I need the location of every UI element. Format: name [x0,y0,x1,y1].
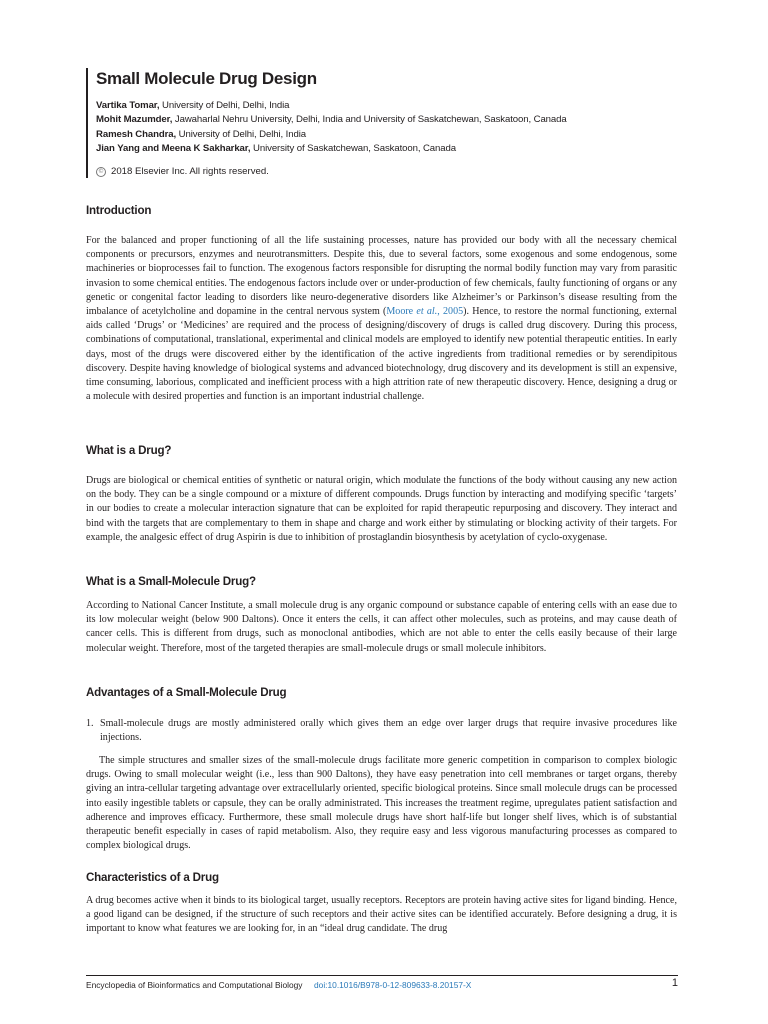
author-affiliation: University of Saskatchewan, Saskatoon, Canada [250,142,456,154]
author-name: Jian Yang and Meena K Sakharkar, [96,142,251,154]
doi-link[interactable]: doi:10.1016/B978-0-12-809633-8.20157-X [314,980,472,990]
author-affiliation: University of Delhi, Delhi, India [159,100,290,111]
drug-paragraph: Drugs are biological or chemical entities of synthetic or natural origin, which modulate the functions of the body without causing any new action on the body. They can be a single compound or a mixture of different compounds. Drugs function by interacting and modifying specific ‘targets’ in our bodies to create a molecular interaction signature that can be exploited for rapid therapeutic repurposing and discovery. They interact and bind with the targets that are complementary to them in shape and charge and work either by stimulating or blocking activity of their targets. For example, the analgesic effect of drug Aspirin is due to inhibition of prostaglandin biosynthesis by acetylation of cyclo-oxygenase. [86,475,677,543]
journal-name: Encyclopedia of Bioinformatics and Computational Biology [86,980,303,990]
article-title: Small Molecule Drug Design [96,69,317,88]
paragraph-text: For the balanced and proper functioning of all the life sustaining processes, nature has provided our body with all the necessary chemical components or precursors, enzymes and neurotransmitters. Despite this, due to several factors, some exogenous and some endogenous, some machineries or bioprocesses fail to function. The exogenous factors responsible for disrupting the normal bodily function may vary from parasitic invasion to some chemical entities. The endogenous factors include over or under-production of few chemicals, faulty functioning of organs or any genetic or congenital factor leading to disorders like neuro-degenerative disorders like Alzheimer’s or Parkinson’s disease resulting from the imbalance of acetylcholine and dopamine in the central nervous system ( [86,235,677,318]
copyright-text: 2018 Elsevier Inc. All rights reserved. [111,166,269,178]
characteristics-paragraph: A drug becomes active when it binds to its biological target, usually receptors. Receptors are protein having active sites for ligand binding. Hence, a good ligand can be designed, if the structure of such receptors and their active sites can be identified accurately. Before designing a drug, it is important to know what features we are looking for, in an “ideal drug candidate. The drug [86,895,677,935]
author-line [96,113,696,127]
page-number: 1 [671,977,678,989]
copyright-notice [96,165,696,178]
small-molecule-paragraph: According to National Cancer Institute, a small molecule drug is any organic compound or substance capable of entering cells with an ease due to its low molecular weight (below 900 Daltons). Once it enters the cells, it can affect other molecules, such as proteins, and may cause death of cancer cells. This is different from drugs, such as monoclonal antibodies, which are not able to enter the cells easily because of their large molecular weight. Therefore, most of the targeted therapies are small-molecule drugs or small molecule inhibitors. [86,600,677,654]
advantages-paragraph: The simple structures and smaller sizes of the small-molecule drugs facilitate more generic competition in comparison to complex biologic drugs. Owing to small molecular weight (i.e., less than 900 Daltons), they have easy penetration into cell membranes or target organs, thereby giving an intra-cellular targeting advantage over extracellularly oriented, specific biological proteins. Since small molecule drugs can be processed into easily ingestible tablets or capsule, they can be orally administrated. This increases the treatment regime, upregulates patient satisfaction and adherence and improves efficacy. Furthermore, these small molecule drugs have short half-life but longer shelf lives, which is of substantial therapeutic benefit especially in cases of rapid metabolism. Also, they require easy and less vigorous manufacturing processes as compared to complex biological drugs. [86,755,677,852]
author-line [96,99,696,113]
author-line [96,128,696,142]
section-heading-small-molecule-drug: What is a Small-Molecule Drug? [86,575,256,588]
author-affiliation: University of Delhi, Delhi, India [176,128,306,140]
list-number: 1. [86,718,94,729]
list-item [86,717,677,745]
article-header [86,68,696,178]
author-name: Mohit Mazumder, [96,114,173,126]
page-footer [86,975,678,993]
list-text: Small-molecule drugs are mostly administered orally which gives them an edge over larger drugs that require invasive procedures like injections. [100,718,677,744]
citation-link[interactable]: Moore et al., 2005 [386,306,464,318]
section-heading-what-is-a-drug: What is a Drug? [86,444,172,457]
section-heading-introduction: Introduction [86,204,152,217]
introduction-paragraph [86,234,677,404]
author-name: Ramesh Chandra, [96,128,177,140]
author-line [96,142,696,156]
copyright-icon: © [98,167,104,175]
section-heading-advantages: Advantages of a Small-Molecule Drug [86,686,287,699]
section-heading-characteristics: Characteristics of a Drug [86,871,219,884]
paragraph-text: ). Hence, to restore the normal functioning, external aids called ‘Drugs’ or ‘Medicines’ are required and the process of designing/discovery of drugs is called drug discovery. During this process, combinations of computational, translational, experimental and clinical models are employed to identify new potential therapeutic entities. In early days, most of the drugs were discovered either by the identification of the active ingredients from traditional remedies or by serendipitous discovery. Despite having knowledge of biological systems and advanced biotechnology, drug discovery and its development is still an expensive, time consuming, laborious, complicated and inefficient process with a high attrition rate of new therapeutic discovery. Hence, designing a drug or a molecule with desired properties and function is an important industrial challenge. [86,306,677,403]
author-name: Vartika Tomar, [96,100,160,111]
author-affiliation: Jawaharlal Nehru University, Delhi, India and University of Saskatchewan, Saskatoon, Canada [172,114,567,126]
